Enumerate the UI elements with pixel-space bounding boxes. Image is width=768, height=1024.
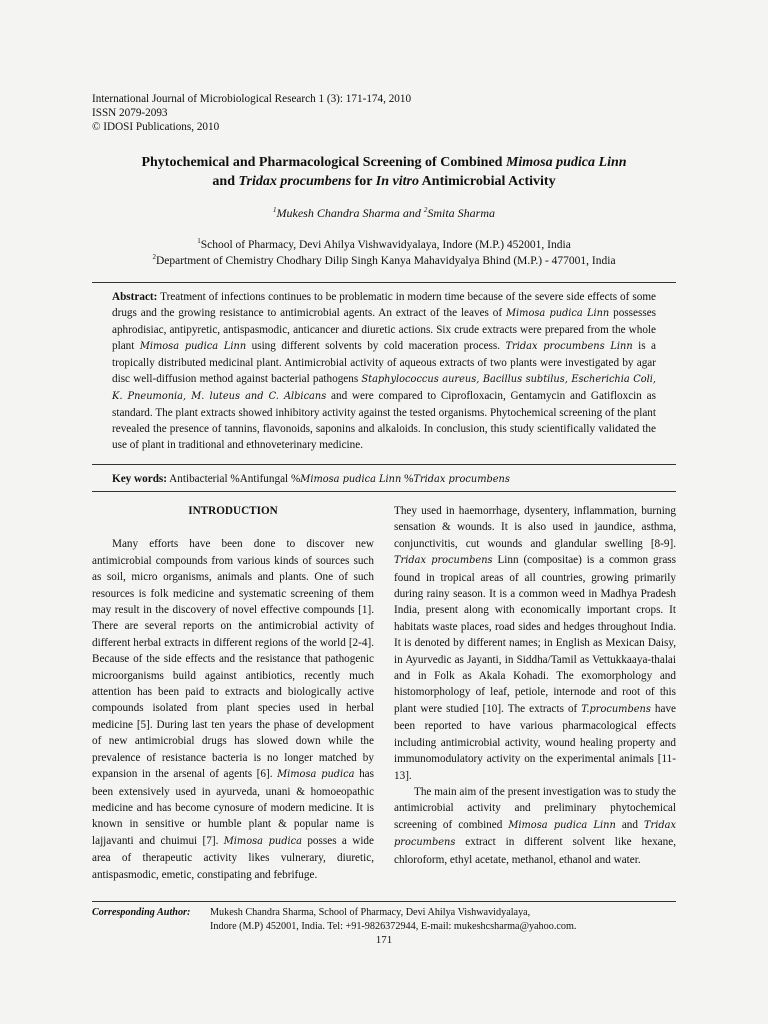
intro-paragraph-1: Many efforts have been done to discover new antimicrobial compounds from various kinds of sources such as soil, micro organisms, animals and plants. One of such resources is folk medicine and systematic screening of them may result in the discovery of novel effective compounds [1]. There are several reports on the antimicrobial activity of different herbal extracts in different regions of the world [2-4]. Because of the side effects and the resistance that pathogenic microorganisms build against antibiotics, recently much attention has been paid to extracts and biologically active compounds isolated from plant species used in herbal medicine [5]. During last ten years the phase of development of new antimicrobial drugs has slowed down while the prevalence of resistance bacteria is no longer matched by expansion in the arsenal of agents [6]. Mimosa pudica has been extensively used in ayurveda, unani & homoeopathic medicine and has become cynosure of modern medicine. It is known in sensitive or humble plant & popular name is lajjavanti and chuimui [7]. Mimosa pudica posses a wide area of therapeutic activity likes vulnerary, diuretic, antispasmodic, emetic, constipating and febrifuge. [92, 538, 374, 881]
section-heading-introduction: INTRODUCTION [188, 505, 278, 517]
journal-copyright: © IDOSI Publications, 2010 [92, 121, 220, 133]
affiliation-2: $^2$Department of Chemistry Chodhary Dilip Singh Kanya Mahavidyalya Bhind (M.P.) - 477001, India [152, 253, 616, 267]
corresponding-author [92, 906, 576, 934]
abstract-label: Abstract: [112, 291, 158, 303]
paper-title: Phytochemical and Pharmacological Screening of Combined Mimosa pudica Linn and Tridax procumbens for In vitro Antimicrobial Activity [141, 155, 627, 189]
corresponding-author-line-2: Indore (M.P) 452001, India. Tel: +91-9826372944, E-mail: mukeshcsharma@yahoo.com. [210, 921, 577, 932]
paper-authors: $^1$Mukesh Chandra Sharma and $^2$Smita Sharma [273, 206, 495, 220]
keywords-bottom-rule [92, 491, 676, 492]
journal-header [92, 92, 411, 134]
abstract-top-rule [92, 282, 676, 283]
footer-rule [92, 901, 676, 902]
corresponding-author-label: Corresponding Author: [92, 907, 191, 918]
keywords-label: Key words: [112, 473, 167, 485]
abstract: Abstract: Treatment of infections continues to be problematic in modern time because of the severe side effects of some drugs and the growing resistance to antimicrobial agents. An extract of the leaves of Mimosa pudica Linn possesses aphrodisiac, antipyretic, antispasmodic, anticancer and diuretic actions. Six crude extracts were prepared from the whole plant Mimosa pudica Linn using different solvents by cold maceration process. Tridax procumbens Linn is a tropically distributed medicinal plant. Antimicrobial activity of aqueous extracts of two plants were investigated by agar disc well-diffusion method against bacterial pathogens Staphylococcus aureus, Bacillus subtilus, Escherichia Coli, K. Pneumonia, M. luteus and C. Albicans and were compared to Ciprofloxacin, Gentamycin and Gatifloxcin as standard. The plant extracts showed inhibitory activity against the tested organisms. Phytochemical screening of the plant revealed the presence of tannins, flavonoids, saponins and alkaloids. In conclusion, this study scientifically validated the use of plant in traditional and ethnoveterinary medicine. [112, 291, 657, 451]
page-number: 171 [375, 934, 393, 946]
journal-citation: International Journal of Microbiological Research 1 (3): 171-174, 2010 [92, 93, 412, 105]
intro-paragraph-1-continued: They used in haemorrhage, dysentery, inflammation, burning sensation & wounds. It is also used in jaundice, asthma, conjunctivitis, cut wounds and glandular swelling [8-9]. Tridax procumbens Linn (compositae) is a common grass found in tropical areas of all countries, growing primarily during rainy season. It is a common weed in Madhya Pradesh India, present along with economically important crops. It habitats waste places, road sides and hedges throughout India. It is denoted by different names; in English as Mexican Daisy, in Ayurvedic as Jayanti, in Siddha/Tamil as Vettukkaaya-thalai and in Folk as Akala Kohadi. The exomorphology and histomorphology of leaf, petiole, internode and root of this plant were studied [10]. The extracts of T.procumbens have been reported to have various pharmacological effects including antimicrobial activity, wound healing property and immunomodulatory activity on the experimental animals [11-13]. [394, 505, 676, 782]
affiliation-1: $^1$School of Pharmacy, Devi Ahilya Vishwavidyalaya, Indore (M.P.) 452001, India [197, 237, 571, 251]
corresponding-author-line-1: Mukesh Chandra Sharma, School of Pharmacy, Devi Ahilya Vishwavidyalaya, [210, 907, 531, 918]
right-column [394, 503, 676, 868]
keywords-top-rule [92, 464, 676, 465]
intro-paragraph-2: The main aim of the present investigation was to study the antimicrobial activity and preliminary phytochemical screening of combined Mimosa pudica Linn and Tridax procumbens extract in different solvent like hexane, chloroform, ethyl acetate, methanol, ethanol and water. [394, 785, 676, 866]
left-column [92, 503, 374, 883]
journal-issn: ISSN 2079-2093 [92, 107, 168, 119]
keywords: Key words: Antibacterial %Antifungal %Mimosa pudica Linn %Tridax procumbens [112, 473, 510, 485]
